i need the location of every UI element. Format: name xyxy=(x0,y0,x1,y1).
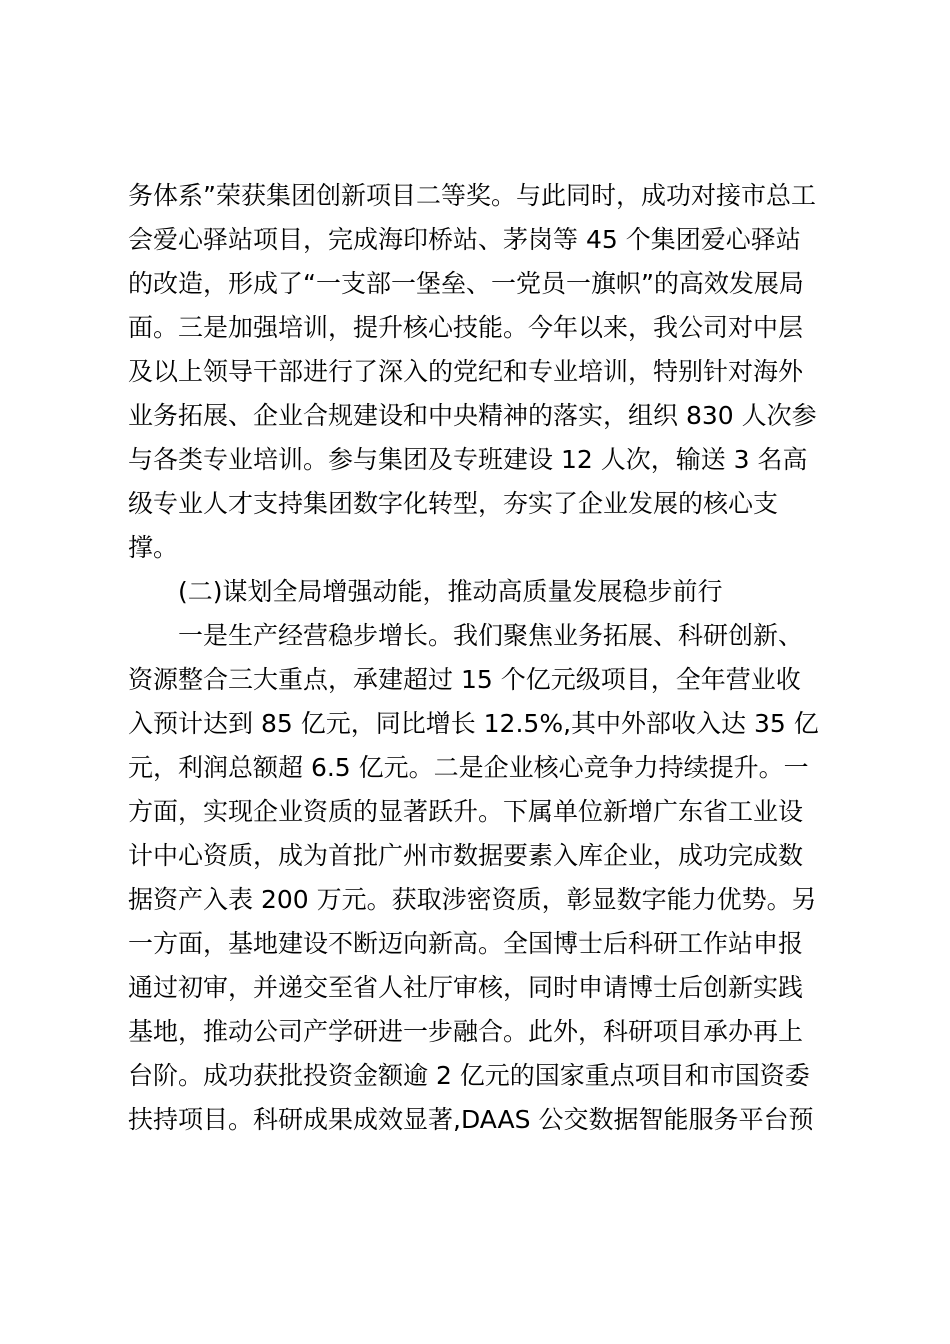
text-line: 一方面，基地建设不断迈向新高。全国博士后科研工作站申报 xyxy=(128,929,804,958)
text-line: 计中心资质，成为首批广州市数据要素入库企业，成功完成数 xyxy=(128,841,804,870)
section-heading: (二)谋划全局增强动能，推动高质量发展稳步前行 xyxy=(178,577,723,606)
text-line: 元，利润总额超 6.5 亿元。二是企业核心竞争力持续提升。一 xyxy=(128,753,809,782)
text-line: 据资产入表 200 万元。获取涉密资质，彰显数字能力优势。另 xyxy=(128,885,817,914)
text-line: 撑。 xyxy=(128,533,179,562)
body-text xyxy=(128,174,838,1142)
text-line: 方面，实现企业资质的显著跃升。下属单位新增广东省工业设 xyxy=(128,797,804,826)
text-line: 业务拓展、企业合规建设和中央精神的落实，组织 830 人次参 xyxy=(128,401,817,430)
text-line: 通过初审，并递交至省人社厅审核，同时申请博士后创新实践 xyxy=(128,973,804,1002)
text-line: 面。三是加强培训，提升核心技能。今年以来，我公司对中层 xyxy=(128,313,804,342)
text-line: 基地，推动公司产学研进一步融合。此外，科研项目承办再上 xyxy=(128,1017,804,1046)
text-line: 资源整合三大重点，承建超过 15 个亿元级项目，全年营业收 xyxy=(128,665,801,694)
text-line: 台阶。成功获批投资金额逾 2 亿元的国家重点项目和市国资委 xyxy=(128,1061,810,1090)
paragraph-first-line: 一是生产经营稳步增长。我们聚焦业务拓展、科研创新、 xyxy=(178,621,804,650)
text-line: 扶持项目。科研成果成效显著,DAAS 公交数据智能服务平台预 xyxy=(128,1105,814,1134)
text-line: 级专业人才支持集团数字化转型，夯实了企业发展的核心支 xyxy=(128,489,779,518)
text-line: 的改造，形成了“一支部一堡垒、一党员一旗帜”的高效发展局 xyxy=(128,269,804,298)
text-line: 入预计达到 85 亿元，同比增长 12.5%,其中外部收入达 35 亿 xyxy=(128,709,819,738)
text-line: 务体系”荣获集团创新项目二等奖。与此同时，成功对接市总工 xyxy=(128,181,816,210)
text-line: 与各类专业培训。参与集团及专班建设 12 人次，输送 3 名高 xyxy=(128,445,808,474)
text-line: 会爱心驿站项目，完成海印桥站、茅岗等 45 个集团爱心驿站 xyxy=(128,225,801,254)
text-line: 及以上领导干部进行了深入的党纪和专业培训，特别针对海外 xyxy=(128,357,804,386)
